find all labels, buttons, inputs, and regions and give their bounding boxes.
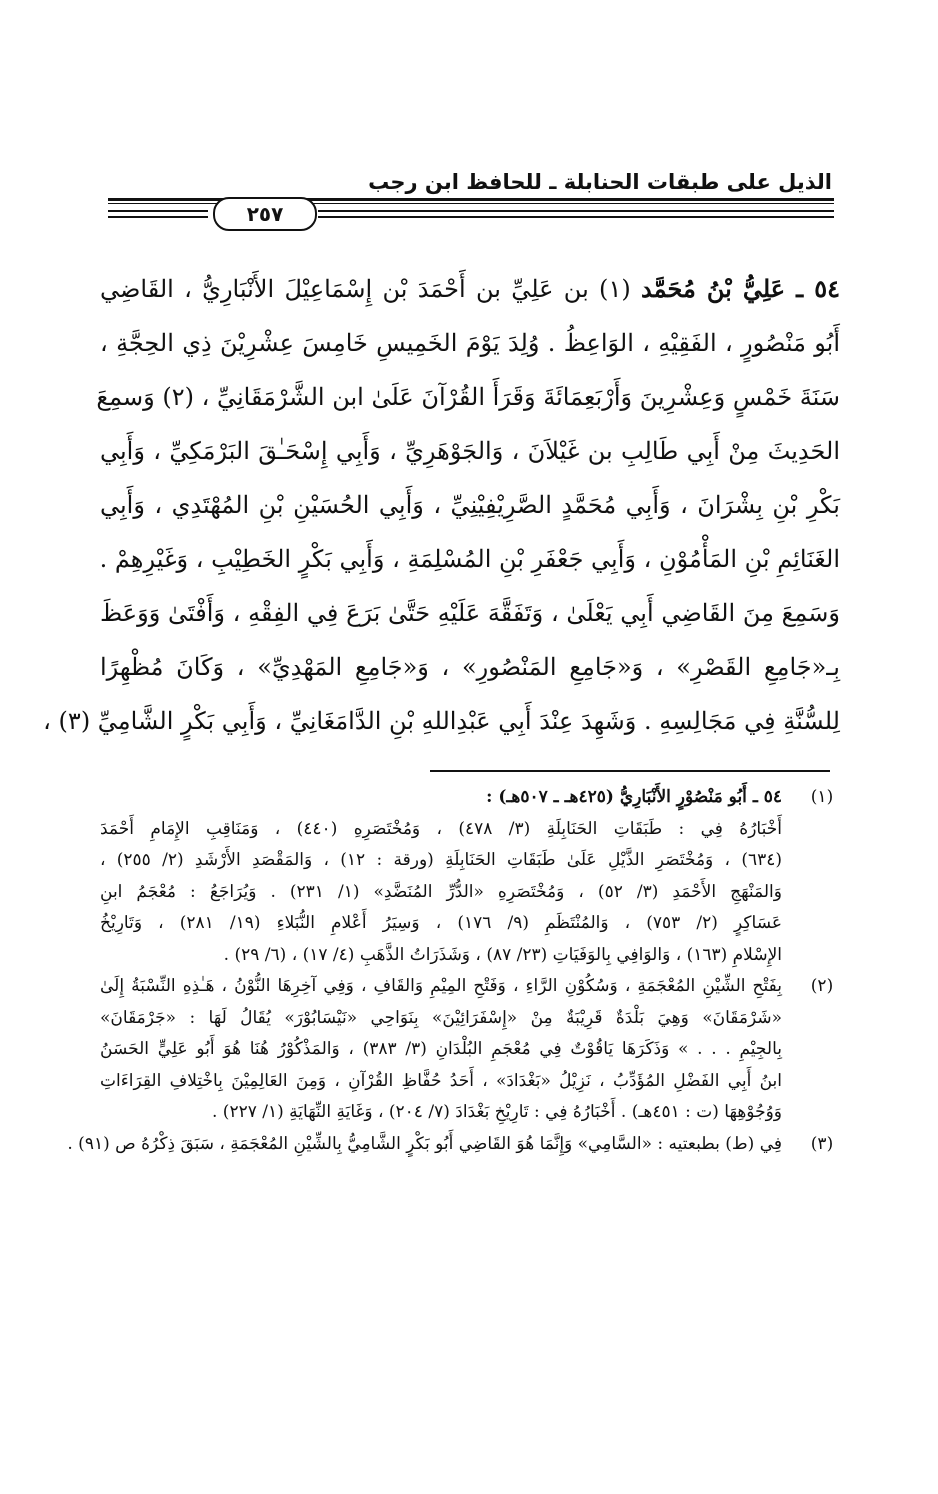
main-line: الغَنَائِمِ بْنِ المَأْمُوْنِ ، وَأَبِي جَعْفَرِ بْنِ المُسْلِمَةِ ، وَأَبِي بَكْرٍ الخَطِيْبِ ، وَغَيْرِهِمْ . (99, 545, 840, 573)
footnote-title: ٥٤ ـ أَبُو مَنْصُوْرٍ الأَنْبَارِيُّ (٤٢٥هـ ـ ٥٠٧هـ) : (486, 787, 782, 807)
footnote-line: وَالمَنْهَجِ الأَحْمَدِ (٣/ ٥٢) ، وَمُخْتَصَرِهِ «الدُّرِّ المُنَضَّدِ» (١/ ٢٣١) . وَيُرَاجَعُ : مُعْجَمُ ابنِ (100, 881, 782, 902)
main-line: وَسَمِعَ مِنَ القَاضِي أَبِي يَعْلَىٰ ، وَتَفَقَّهَ عَلَيْهِ حَتَّىٰ بَرَعَ فِي الفِقْهِ ، وَأَفْتَىٰ وَوَعَظَ (100, 599, 840, 627)
footnote-line: ابنُ أَبِي الفَضْلِ المُؤَدِّبُ ، نَزِيْلُ «بَغْدَادَ» ، أَحَدُ حُفَّاظِ القُرْآنِ ، وَمِنَ العَالِمِيْنَ بِاخْتِلافِ القِرَاءَاتِ (100, 1070, 782, 1091)
footnote-line: فِي (ط) بطبعتيه : «السَّامِي» وَإِنَّمَا هُوَ القَاضِي أَبُو بَكْرٍ الشَّامِيُّ بِالشِّيْنِ المُعْجَمَةِ ، سَبَقَ ذِكْرُهُ ص (٩١) . (67, 1133, 782, 1154)
footnote-line: «شَرْمَقَانَ» وَهِيَ بَلْدَةٌ قَرِيْبَةٌ مِنْ «إِسْفَرَائِيْنَ» بِنَوَاحِي «نَيْسَابُوْرَ» يُقَالُ لَهَا : «جَرْمَقَانَ» (100, 1007, 782, 1028)
footnote-line: الإِسْلامِ (١٦٣) ، وَالوَافِي بِالوَفَيَاتِ (٢٣/ ٨٧) ، وَشَذَرَاتُ الذَّهَبِ (٤/ ١٧) ، (٦/ ٢٩) . (223, 944, 782, 965)
main-line: بِـ«جَامِعِ القَصْرِ» ، وَ«جَامِعِ المَنْصُورِ» ، وَ«جَامِعِ المَهْدِيِّ» ، وَكَانَ مُظْهِرًا (100, 653, 840, 681)
footnote-line: أَخْبَارُهُ فِي : طَبَقَاتِ الحَنَابِلَةِ (٣/ ٤٧٨) ، وَمُخْتَصَرِهِ (٤٤٠) ، وَمَنَاقِبِ الإِمَامِ أَحْمَدَ (100, 818, 782, 839)
footnote-line: عَسَاكِرٍ (٢/ ٧٥٣) ، وَالمُنْتَظَمِ (٩/ ١٧٦) ، وَسِيَرُ أَعْلامِ النُّبَلاءِ (١٩/ ٢٨١) ، وَتَارِيْخُ (100, 913, 782, 933)
main-line: أَبُو مَنْصُورٍ ، الفَقِيْهِ ، الوَاعِظُ . وُلِدَ يَوْمَ الخَمِيسِ خَامِسَ عِشْرِيْنَ ذِي الحِجَّةِ ، (100, 329, 840, 357)
footnote-1 (100, 782, 842, 971)
footnote-number: (١) (810, 787, 834, 807)
footnotes (67, 782, 842, 1160)
page-number-rule-right (318, 210, 834, 212)
main-line-1 (100, 262, 840, 316)
entry-heading: ٥٤ ـ عَلِيُّ بْنُ مُحَمَّد (641, 274, 840, 303)
main-line: بَكْرِ بْنِ بِشْرَانَ ، وَأَبِي مُحَمَّدٍ الصَّرِيْفِيْنِيِّ ، وَأَبِي الحُسَيْنِ بْنِ المُهْتَدِي ، وَأَبِي (100, 491, 840, 519)
footnote-line: (٦٣٤) ، وَمُخْتَصَرِ الذَّيْلِ عَلَىٰ طَبَقَاتِ الحَنَابِلَةِ (ورقة : ١٢) ، وَالمَقْصَدِ الأَرْشَدِ (٢/ ٢٥٥) ، (100, 850, 783, 870)
footnote-line: بِفَتْحِ الشِّيْنِ المُعْجَمَةِ ، وَسُكُوْنِ الرَّاءِ ، وَفَتْحِ المِيْمِ وَالقَافِ ، وَفِي آخِرِهَا النُّوْنُ ، هَـٰذِهِ النِّسْبَةُ إِلَىٰ (100, 976, 782, 996)
page-number: ٢٥٧ (213, 197, 317, 231)
footnote-number: (٢) (810, 976, 834, 996)
footnote-3 (67, 1129, 842, 1161)
page-number-rule-left (108, 210, 208, 212)
footnote-2 (100, 971, 842, 1129)
footnote-line: بِالجِيْمِ . . . » وَذَكَرَهَا يَاقُوْتٌ فِي مُعْجَمِ البُلْدَانِ (٣/ ٣٨٣) ، وَالمَذْكُوْرُ هُنَا هُوَ أَبُو عَلِيٍّ الحَسَنُ (100, 1039, 783, 1059)
page-number-rule-left-2 (108, 216, 208, 218)
main-line-text: (١) بن عَلِيِّ بن أَحْمَدَ بْن إِسْمَاعِيْلَ الأَنْبَارِيُّ ، القَاضِي (100, 275, 631, 303)
footnote-number: (٣) (810, 1133, 834, 1154)
page-number-rule-right-2 (318, 216, 834, 218)
main-line: لِلسُّنَّةِ فِي مَجَالِسِهِ . وَشَهِدَ عِنْدَ أَبِي عَبْدِاللهِ بْنِ الدَّامَغَانِيِّ ، وَأَبِي بَكْرٍ الشَّامِيِّ (٣) ، (43, 707, 840, 735)
footnote-line: وَوُجُوْهِهَا (ت : ٤٥١هـ) . أَخْبَارُهُ فِي : تَارِيْخِ بَغْدَادَ (٧/ ٢٠٤) ، وَغَايَةِ النِّهَايَةِ (١/ ٢٢٧) . (212, 1102, 782, 1122)
main-line: الحَدِيثَ مِنْ أَبِي طَالِبِ بن غَيْلاَنَ ، وَالجَوْهَرِيِّ ، وَأَبِي إِسْحَـٰقَ البَرْمَكِيِّ ، وَأَبِي (100, 437, 841, 465)
running-header-title: الذيل على طبقات الحنابلة ـ للحافظ ابن رجب (368, 170, 832, 194)
footnote-separator (430, 770, 830, 772)
main-text (43, 262, 841, 748)
main-line: سَنَةَ خَمْسٍ وَعِشْرِينَ وَأَرْبَعِمَائَةَ وَقَرَأَ القُرْآنَ عَلَىٰ ابن الشَّرْمَقَانِيِّ ، (٢) وَسمِعَ (96, 383, 840, 411)
